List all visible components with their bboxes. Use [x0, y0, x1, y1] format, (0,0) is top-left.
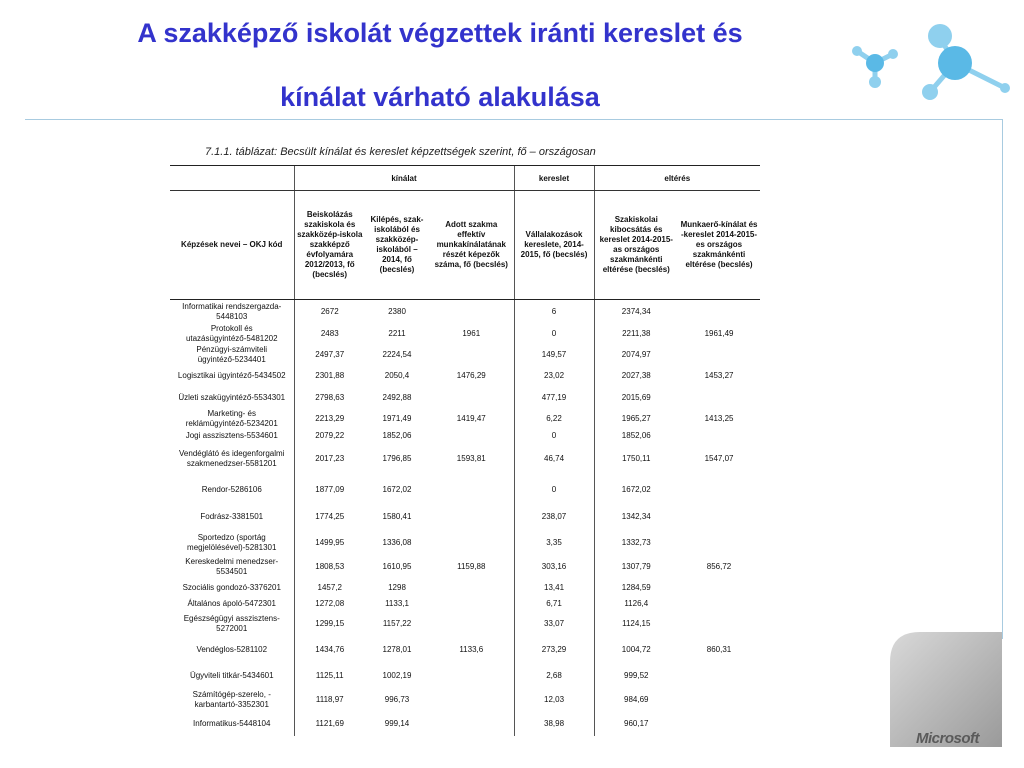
table-row: [170, 712, 760, 736]
table-row: [170, 366, 760, 387]
cell-value: [678, 476, 760, 504]
cell-value: 1499,95: [315, 537, 345, 547]
cell-value: [678, 712, 760, 736]
cell-value: 2798,63: [315, 392, 345, 402]
cell-value: 1284,59: [621, 582, 651, 592]
cell-value: [678, 504, 760, 530]
cell-value: [678, 598, 760, 611]
cell-value: 33,07: [514, 611, 594, 637]
cell-value: 13,41: [514, 578, 594, 598]
cell-value: 3,35: [514, 530, 594, 556]
title-line-1: A szakképző iskolát végzettek iránti kereslet és: [137, 18, 743, 48]
column-header: Szakiskolai kibocsátás és kereslet 2014-2015-as országos szakmánkénti eltérése (becslés): [594, 191, 678, 300]
table-row: [170, 430, 760, 443]
cell-value: 6,22: [514, 409, 594, 430]
microsoft-logo: Microsoft: [916, 730, 979, 747]
cell-value: 960,17: [624, 718, 649, 728]
cell-training-name: Jogi asszisztens-5534601: [170, 430, 294, 443]
group-header-kereslet: kereslet: [514, 166, 594, 191]
cell-value: [429, 345, 514, 366]
cell-value: [429, 300, 514, 324]
cell-value: 38,98: [514, 712, 594, 736]
table-row: [170, 504, 760, 530]
cell-value: 149,57: [514, 345, 594, 366]
cell-training-name: Vendéglátó és idegenforgalmi szakmenedzser-5581201: [170, 443, 294, 476]
cell-value: 1413,25: [704, 414, 734, 424]
cell-value: [429, 664, 514, 688]
cell-value: 860,31: [706, 645, 732, 655]
cell-value: 6: [514, 300, 594, 324]
cell-value: 1124,15: [622, 618, 651, 628]
column-header: Munkaerő-kínálat és -kereslet 2014-2015-es országos szakmánkénti eltérése (becslés): [678, 191, 760, 300]
cell-value: 2079,22: [315, 431, 345, 441]
cell-value: 1299,15: [315, 618, 345, 628]
cell-value: [429, 611, 514, 637]
cell-value: 1961,49: [704, 329, 734, 339]
title-line-2: kínálat várható alakulása: [280, 82, 600, 112]
cell-value: 1298: [388, 582, 406, 592]
cell-training-name: Pénzügyi-számviteli ügyintéző-5234401: [170, 345, 294, 366]
cell-value: 2050,4: [384, 371, 410, 381]
table-row: [170, 611, 760, 637]
cell-value: 1004,72: [621, 645, 651, 655]
cell-value: 12,03: [514, 688, 594, 712]
cell-value: 2380: [388, 306, 406, 316]
group-header-elteres: eltérés: [594, 166, 760, 191]
cell-value: 0: [514, 476, 594, 504]
table-row: [170, 476, 760, 504]
cell-value: 856,72: [706, 561, 732, 571]
cell-value: 238,07: [514, 504, 594, 530]
table-row: [170, 387, 760, 409]
cell-value: 2211: [388, 329, 406, 339]
cell-value: 2374,34: [621, 306, 651, 316]
cell-value: [429, 430, 514, 443]
cell-training-name: Sportedzo (sportág megjelölésével)-5281301: [170, 530, 294, 556]
cell-value: 1971,49: [382, 414, 412, 424]
cell-value: [678, 688, 760, 712]
cell-value: 1457,2: [317, 582, 342, 592]
cell-value: 2672: [320, 306, 339, 316]
cell-training-name: Számítógép-szerelo, -karbantartó-3352301: [170, 688, 294, 712]
table-row: [170, 443, 760, 476]
cell-value: 1159,88: [429, 556, 514, 578]
cell-training-name: Marketing- és reklámügyintéző-5234201: [170, 409, 294, 430]
cell-value: 46,74: [514, 443, 594, 476]
table-row: [170, 345, 760, 366]
cell-value: 1808,53: [315, 561, 345, 571]
cell-value: 1342,34: [621, 511, 651, 521]
cell-value: [429, 578, 514, 598]
cell-value: 1580,41: [382, 511, 412, 521]
table-row: [170, 556, 760, 578]
cell-value: 1750,11: [622, 454, 651, 464]
group-header-kinalat: kínálat: [294, 166, 514, 191]
divider-horizontal: [25, 119, 1003, 120]
cell-value: 1961: [429, 324, 514, 345]
cell-training-name: Üzleti szakügyintéző-5534301: [170, 387, 294, 409]
cell-training-name: Rendor-5286106: [170, 476, 294, 504]
cell-value: 1419,47: [429, 409, 514, 430]
cell-value: 1796,85: [382, 454, 412, 464]
cell-training-name: Kereskedelmi menedzser-5534501: [170, 556, 294, 578]
cell-value: 2497,37: [315, 350, 345, 360]
cell-value: 2,68: [514, 664, 594, 688]
cell-value: [429, 504, 514, 530]
cell-value: 2492,88: [382, 392, 412, 402]
cell-value: 1336,08: [382, 537, 412, 547]
cell-value: 2213,29: [315, 414, 345, 424]
cell-value: 1272,08: [315, 599, 345, 609]
cell-value: [429, 387, 514, 409]
cell-value: 2211,38: [622, 329, 651, 339]
table-row: [170, 300, 760, 324]
cell-value: 2483: [320, 329, 339, 339]
cell-value: 1852,06: [621, 431, 651, 441]
cell-training-name: Logisztikai ügyintéző-5434502: [170, 366, 294, 387]
cell-value: 1332,73: [621, 537, 651, 547]
table-group-row: [170, 166, 760, 191]
cell-value: 1278,01: [382, 645, 412, 655]
cell-value: [678, 530, 760, 556]
cell-value: 1476,29: [429, 366, 514, 387]
cell-value: 1547,07: [704, 454, 734, 464]
cell-value: 999,52: [624, 670, 649, 680]
table-row: [170, 324, 760, 345]
cell-value: [678, 611, 760, 637]
cell-value: 1434,76: [315, 645, 345, 655]
cell-training-name: Egészségügyi asszisztens-5272001: [170, 611, 294, 637]
cell-value: 1965,27: [621, 414, 651, 424]
cell-value: [429, 688, 514, 712]
cell-value: 1774,25: [315, 511, 345, 521]
cell-training-name: Informatikai rendszergazda-5448103: [170, 300, 294, 324]
cell-value: [429, 530, 514, 556]
cell-value: [429, 712, 514, 736]
cell-training-name: Ügyviteli titkár-5434601: [170, 664, 294, 688]
cell-value: [678, 345, 760, 366]
cell-value: 1852,06: [382, 431, 412, 441]
cell-value: 996,73: [384, 694, 410, 704]
table-row: [170, 409, 760, 430]
cell-value: [678, 578, 760, 598]
cell-value: 2074,97: [621, 350, 651, 360]
cell-value: [429, 476, 514, 504]
cell-training-name: Fodrász-3381501: [170, 504, 294, 530]
cell-value: 2301,88: [315, 371, 345, 381]
cell-value: 1307,79: [621, 561, 651, 571]
divider-vertical: [1002, 119, 1003, 639]
cell-value: 1126,4: [624, 599, 649, 609]
cell-value: 1610,95: [382, 561, 412, 571]
cell-value: 0: [514, 430, 594, 443]
cell-value: [678, 664, 760, 688]
cell-value: 273,29: [514, 637, 594, 664]
column-header: Képzések nevei – OKJ kód: [170, 191, 294, 300]
molecule-icon: [845, 18, 1010, 103]
cell-value: 1133,6: [429, 637, 514, 664]
table-row: [170, 578, 760, 598]
table-caption: 7.1.1. táblázat: Becsült kínálat és kereslet képzettségek szerint, fő – országosan: [170, 140, 760, 166]
cell-value: 1453,27: [704, 371, 734, 381]
table-row: [170, 688, 760, 712]
cell-training-name: Általános ápoló-5472301: [170, 598, 294, 611]
cell-value: 1672,02: [382, 484, 412, 494]
cell-value: [678, 387, 760, 409]
column-header: Vállalakozások kereslete, 2014-2015, fő (becslés): [514, 191, 594, 300]
cell-value: 2027,38: [621, 371, 651, 381]
table-row: [170, 530, 760, 556]
cell-training-name: Szociális gondozó-3376201: [170, 578, 294, 598]
cell-value: 1877,09: [315, 484, 345, 494]
cell-value: 303,16: [514, 556, 594, 578]
cell-value: [678, 300, 760, 324]
cell-value: 2015,69: [621, 392, 651, 402]
cell-value: 1118,97: [315, 694, 344, 704]
cell-value: 1121,69: [315, 718, 344, 728]
table-header-row: [170, 191, 760, 300]
cell-value: [429, 598, 514, 611]
table-body: [170, 300, 760, 736]
column-header: Adott szakma effektív munkakínálatának részét képezők száma, fő (becslés): [429, 191, 514, 300]
cell-value: [678, 430, 760, 443]
cell-training-name: Informatikus-5448104: [170, 712, 294, 736]
cell-value: 23,02: [514, 366, 594, 387]
cell-training-name: Protokoll és utazásügyintéző-5481202: [170, 324, 294, 345]
data-table: [170, 166, 760, 736]
cell-value: 0: [514, 324, 594, 345]
cell-value: 1125,11: [315, 670, 344, 680]
cell-value: 2224,54: [382, 350, 412, 360]
data-table-container: [170, 140, 760, 736]
column-header: Beiskolázás szakiskola és szakközép-iskola szakképző évfolyamára 2012/2013, fő (becslés): [294, 191, 365, 300]
cell-value: 1157,22: [382, 618, 412, 628]
cell-training-name: Vendéglos-5281102: [170, 637, 294, 664]
cell-value: 2017,23: [315, 454, 345, 464]
table-row: [170, 598, 760, 611]
column-header: Kilépés, szak-iskolából és szakközép-iskolából – 2014, fő (becslés): [365, 191, 429, 300]
cell-value: 999,14: [384, 718, 410, 728]
cell-value: 1002,19: [382, 670, 412, 680]
table-row: [170, 664, 760, 688]
table-row: [170, 637, 760, 664]
cell-value: 1672,02: [621, 484, 651, 494]
cell-value: 477,19: [514, 387, 594, 409]
group-spacer: [170, 166, 294, 191]
cell-value: 1133,1: [385, 599, 409, 609]
cell-value: 984,69: [624, 694, 649, 704]
cell-value: 1593,81: [429, 443, 514, 476]
cell-value: 6,71: [514, 598, 594, 611]
